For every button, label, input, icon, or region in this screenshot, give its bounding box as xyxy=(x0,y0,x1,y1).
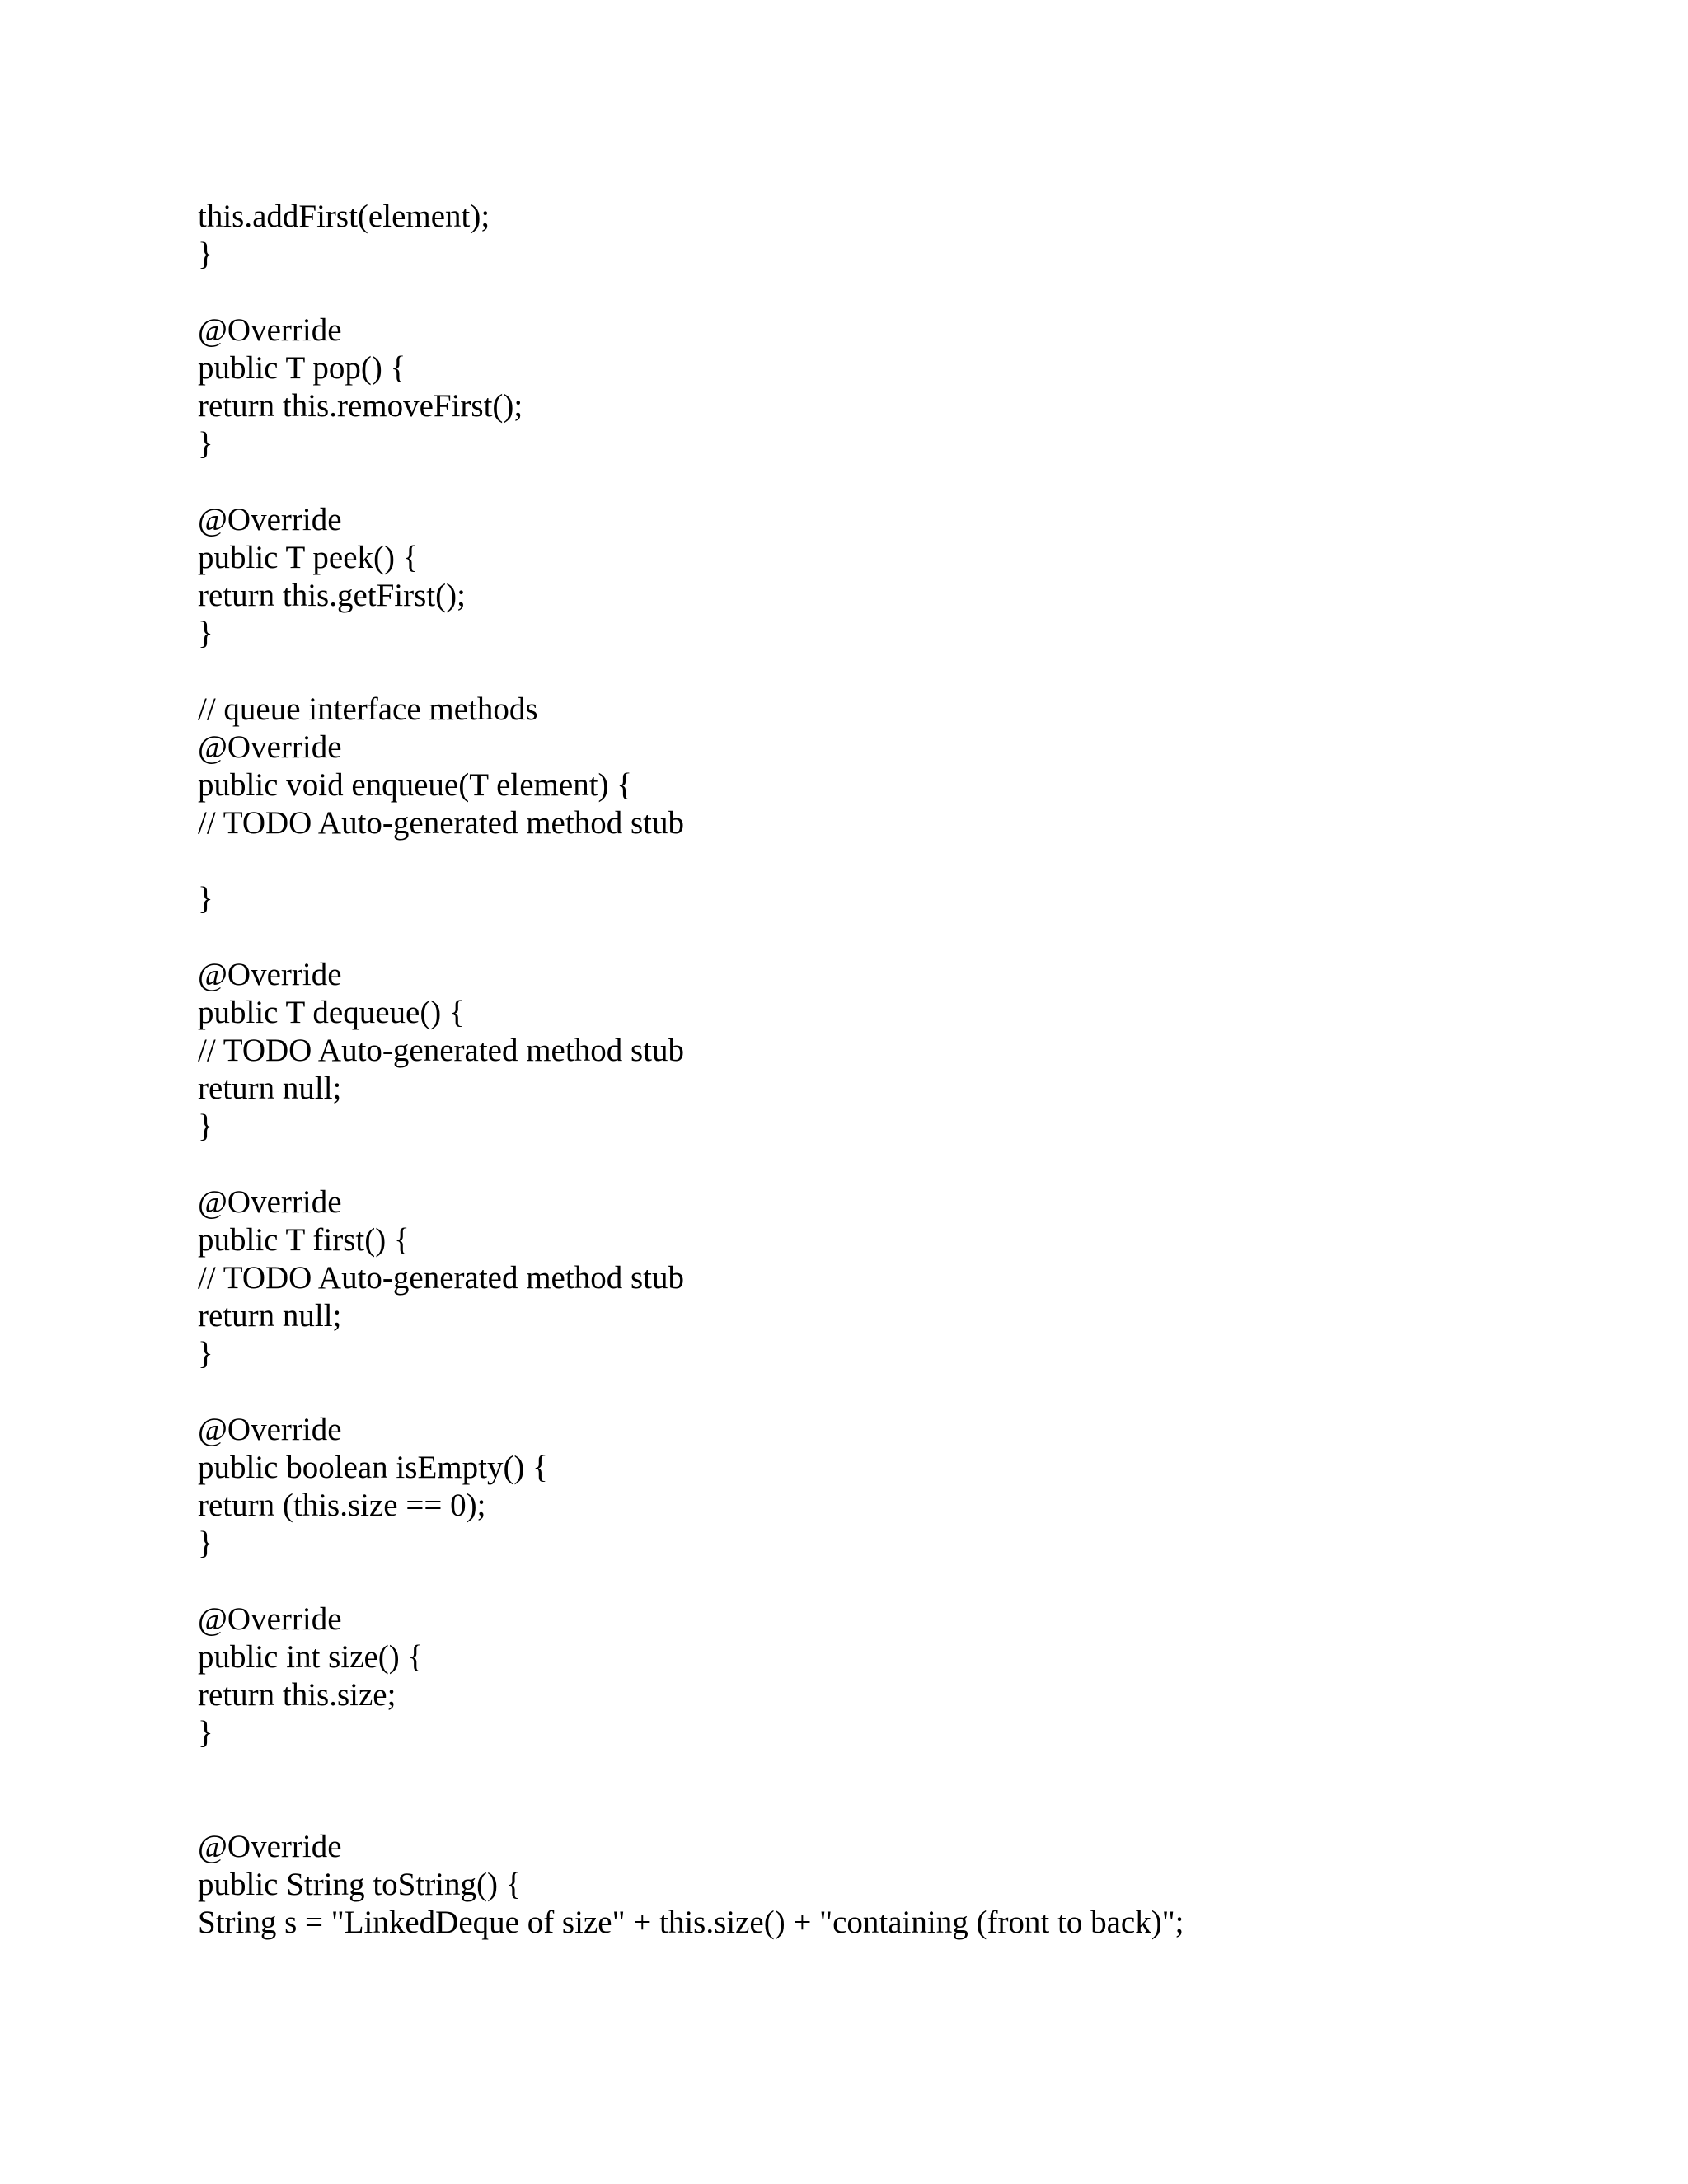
code-line xyxy=(198,1563,1599,1601)
code-line: public T peek() { xyxy=(198,540,419,575)
code-line: return (this.size == 0); xyxy=(198,1488,486,1523)
code-line xyxy=(198,463,1599,501)
code-line xyxy=(198,1373,1599,1411)
code-line: } xyxy=(198,1108,213,1144)
code-line xyxy=(198,274,1599,312)
code-line: return this.getFirst(); xyxy=(198,578,466,613)
code-line: @Override xyxy=(198,1601,342,1637)
code-line xyxy=(198,653,1599,691)
code-line: } xyxy=(198,616,213,651)
code-line: @Override xyxy=(198,502,342,537)
code-line: } xyxy=(198,1336,213,1371)
code-line: String s = "LinkedDeque of size" + this.size() + "containing (front to back)"; xyxy=(198,1905,1184,1940)
code-line: // TODO Auto-generated method stub xyxy=(198,1260,684,1296)
code-line: return null; xyxy=(198,1298,342,1333)
code-line: return this.size; xyxy=(198,1677,396,1713)
code-line: public T dequeue() { xyxy=(198,995,465,1030)
code-line: @Override xyxy=(198,1412,342,1447)
code-line: return this.removeFirst(); xyxy=(198,388,523,424)
code-line: @Override xyxy=(198,312,342,348)
code-line: // TODO Auto-generated method stub xyxy=(198,1033,684,1068)
code-line: return null; xyxy=(198,1071,342,1106)
code-line: } xyxy=(198,426,213,462)
code-line: public int size() { xyxy=(198,1639,424,1675)
code-line: } xyxy=(198,1715,213,1750)
code-line xyxy=(198,842,1599,880)
code-line: // TODO Auto-generated method stub xyxy=(198,805,684,841)
code-line xyxy=(198,1752,1599,1790)
code-line xyxy=(198,1146,1599,1183)
code-line: public boolean isEmpty() { xyxy=(198,1450,548,1485)
code-line: // queue interface methods xyxy=(198,691,538,727)
code-line: @Override xyxy=(198,1184,342,1220)
code-line: public T first() { xyxy=(198,1222,410,1258)
code-line: public T pop() { xyxy=(198,350,406,386)
code-listing xyxy=(198,198,1599,1942)
code-line: @Override xyxy=(198,957,342,992)
code-line xyxy=(198,918,1599,956)
code-line: } xyxy=(198,237,213,272)
code-line: } xyxy=(198,881,213,916)
code-line: @Override xyxy=(198,729,342,765)
code-line: @Override xyxy=(198,1829,342,1864)
code-line: public String toString() { xyxy=(198,1867,522,1902)
code-line: public void enqueue(T element) { xyxy=(198,767,632,803)
code-line xyxy=(198,1790,1599,1828)
code-line: this.addFirst(element); xyxy=(198,199,490,234)
code-line: } xyxy=(198,1526,213,1561)
